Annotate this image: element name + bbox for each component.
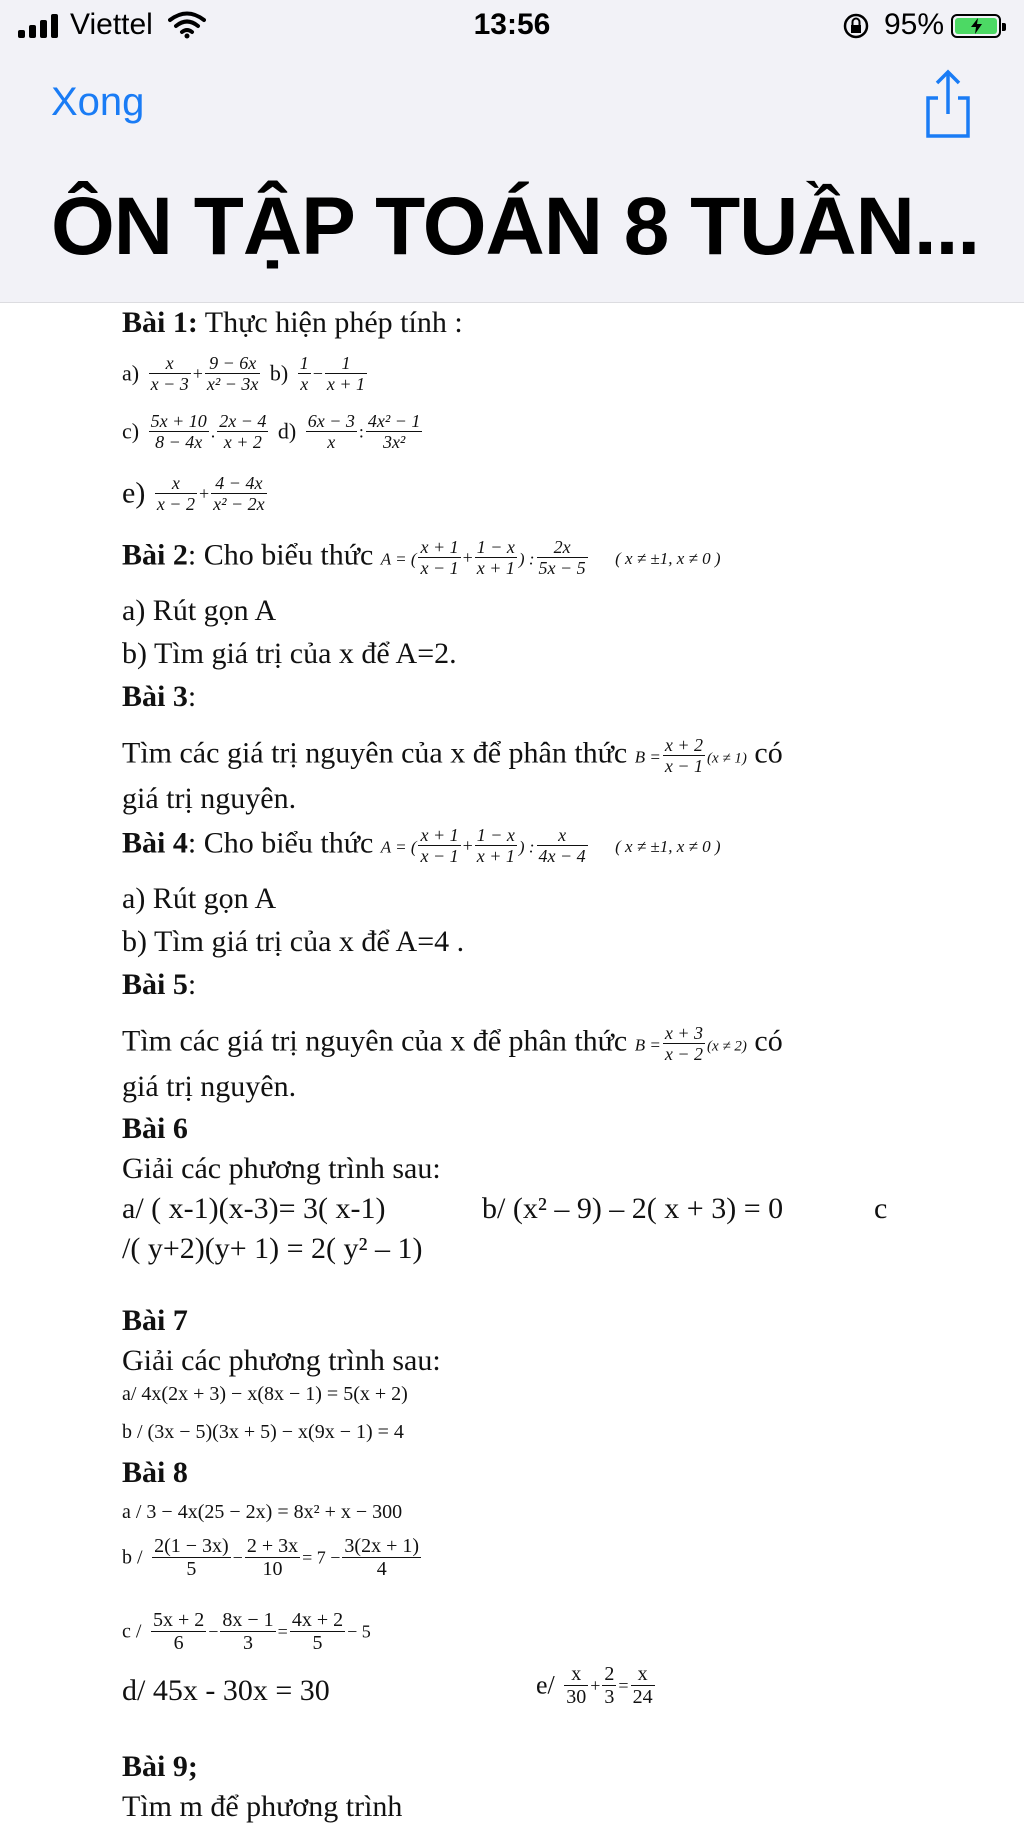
fraction: $\frac{5x + 10}{8 - 4x}$	[150, 411, 207, 452]
exercise-1-heading	[122, 308, 463, 338]
exercise-7b: b / (3x − 5)(3x + 5) − x(9x − 1) = 4	[122, 1421, 404, 1443]
exercise-text: có	[746, 1024, 783, 1058]
fraction: $\frac{x}{x - 3}$	[150, 353, 189, 394]
exercise-1e	[122, 474, 269, 513]
exercise-8d: d/ 45x - 30x = 30	[122, 1674, 330, 1707]
item-label: e/	[536, 1670, 555, 1700]
exercise-2-heading	[122, 538, 721, 577]
exercise-5-text	[122, 1024, 783, 1063]
fraction: $\frac{x + 1}{x - 1}$	[420, 537, 459, 578]
formula-part: ) :	[518, 837, 535, 857]
fraction: $\frac{9 - 6x}{\text{x² − 3x}}$	[206, 353, 259, 394]
exercise-8c	[122, 1610, 371, 1653]
fraction: $\frac{4 - 4x}{\text{x² − 2x}}$	[213, 473, 265, 514]
formula-part: A = (	[380, 837, 417, 857]
exercise-1c	[122, 412, 424, 451]
operator: +	[590, 1675, 601, 1696]
formula-part: A = (	[380, 549, 417, 569]
operator: −	[232, 1547, 243, 1568]
exercise-6c-label: c	[874, 1192, 888, 1225]
exercise-text: :	[187, 968, 197, 1001]
exercise-8e	[536, 1664, 657, 1707]
clock: 13:56	[473, 8, 551, 41]
fraction: $\frac{2x}{5x - 5}$	[538, 537, 586, 578]
condition: ( x ≠ ±1, x ≠ 0 )	[615, 549, 721, 569]
fraction: $\frac{1}{x}$	[299, 353, 309, 394]
operator: :	[358, 421, 364, 442]
exercise-text: Tìm các giá trị nguyên của x để phân thức	[122, 736, 635, 770]
exercise-text: : Cho biểu thức	[187, 538, 381, 572]
exercise-label: Bài 2	[122, 538, 188, 572]
exercise-3-heading	[122, 682, 196, 712]
operator: − 5	[347, 1621, 371, 1642]
item-label: d)	[277, 418, 297, 444]
exercise-9-text: Tìm m để phương trình	[122, 1790, 403, 1823]
fraction: $\frac{x}{4x - 4}$	[538, 825, 586, 866]
document-page	[0, 302, 1024, 1823]
exercise-8a: a / 3 − 4x(25 − 2x) = 8x² + x − 300	[122, 1501, 403, 1523]
operator: =	[277, 1621, 288, 1642]
fraction: $\frac{2 + 3x}{10}$	[246, 1535, 299, 1580]
exercise-2b: b) Tìm giá trị của x để A=2.	[122, 637, 457, 670]
status-bar	[0, 0, 1024, 52]
exercise-8-heading: Bài 8	[122, 1456, 188, 1489]
exercise-text: Thực hiện phép tính :	[197, 306, 463, 339]
exercise-3-text	[122, 736, 783, 775]
condition: (x ≠ 2)	[707, 1038, 747, 1055]
fraction: $\frac{\text{4x² − 1}}{\text{3x²}}$	[367, 411, 421, 452]
battery-icon	[951, 14, 1001, 38]
fraction: $\frac{4x + 2}{5}$	[291, 1609, 344, 1654]
fraction: $\frac{2(1 - 3x)}{5}$	[154, 1535, 229, 1580]
operator: −	[208, 1621, 219, 1642]
fraction: $\frac{2}{3}$	[604, 1663, 615, 1708]
condition: (x ≠ 1)	[707, 750, 747, 767]
exercise-6-heading: Bài 6	[122, 1112, 188, 1145]
exercise-6b: b/ (x² – 9) – 2( x + 3) = 0	[482, 1192, 784, 1225]
fraction: $\frac{2x - 4}{x + 2}$	[219, 411, 267, 452]
exercise-7a: a/ 4x(2x + 3) − x(8x − 1) = 5(x + 2)	[122, 1383, 408, 1405]
fraction: $\frac{3(2x + 1)}{4}$	[344, 1535, 420, 1580]
exercise-label: Bài 1:	[122, 306, 198, 339]
fraction: $\frac{x + 2}{x - 1}$	[664, 735, 703, 776]
exercise-label: Bài 3	[122, 680, 188, 713]
item-label: a)	[122, 360, 140, 386]
exercise-label: Bài 4	[122, 826, 188, 860]
exercise-4-heading	[122, 826, 721, 865]
operator: +	[462, 547, 473, 568]
operator: +	[462, 835, 473, 856]
exercise-8b	[122, 1536, 423, 1579]
operator: = 7 −	[302, 1547, 341, 1568]
share-icon[interactable]	[924, 68, 972, 138]
exercise-text: có	[746, 736, 783, 770]
fraction: $\frac{6x - 3}{x}$	[307, 411, 355, 452]
exercise-5-heading	[122, 970, 196, 1000]
condition: ( x ≠ ±1, x ≠ 0 )	[615, 837, 721, 857]
exercise-4b: b) Tìm giá trị của x để A=4 .	[122, 925, 465, 958]
fraction: $\frac{1 - x}{x + 1}$	[476, 537, 515, 578]
battery-percentage: 95%	[884, 8, 945, 41]
item-label: b /	[122, 1546, 143, 1569]
fraction: $\frac{x}{24}$	[632, 1663, 653, 1708]
exercise-7-text: Giải các phương trình sau:	[122, 1344, 441, 1377]
fraction: $\frac{8x - 1}{3}$	[222, 1609, 274, 1654]
exercise-text: Tìm các giá trị nguyên của x để phân thức	[122, 1024, 635, 1058]
page-title: ÔN TẬP TOÁN 8 TUẦN...	[51, 181, 980, 272]
fraction: $\frac{x}{x - 2}$	[156, 473, 195, 514]
formula-part: ) :	[518, 549, 535, 569]
operator: +	[198, 483, 210, 504]
exercise-3-text-2: giá trị nguyên.	[122, 782, 297, 815]
exercise-text: :	[187, 680, 197, 713]
operator: .	[210, 421, 216, 442]
exercise-label: Bài 5	[122, 968, 188, 1001]
item-label: b)	[269, 360, 289, 386]
exercise-9-heading: Bài 9;	[122, 1750, 198, 1783]
fraction: $\frac{x + 1}{x - 1}$	[420, 825, 459, 866]
fraction: $\frac{5x + 2}{6}$	[152, 1609, 205, 1654]
carrier-name: Viettel	[70, 8, 153, 41]
exercise-5-text-2: giá trị nguyên.	[122, 1070, 297, 1103]
exercise-text: : Cho biểu thức	[187, 826, 381, 860]
item-label: c /	[122, 1620, 142, 1643]
operator: =	[618, 1675, 629, 1696]
fraction: $\frac{x}{30}$	[566, 1663, 587, 1708]
exercise-2a: a) Rút gọn A	[122, 594, 277, 627]
done-button[interactable]: Xong	[51, 80, 145, 124]
item-label: c)	[122, 418, 140, 444]
fraction: $\frac{1 - x}{x + 1}$	[476, 825, 515, 866]
operator: −	[312, 363, 323, 384]
exercise-1a	[122, 354, 369, 393]
exercise-6c: /( y+2)(y+ 1) = 2( y² – 1)	[122, 1232, 423, 1265]
formula-part: B =	[634, 1035, 661, 1055]
item-label: e)	[122, 476, 146, 510]
orientation-lock-icon	[842, 12, 870, 40]
exercise-6-text: Giải các phương trình sau:	[122, 1152, 441, 1185]
formula-part: B =	[634, 747, 661, 767]
navigation-header	[0, 0, 1024, 303]
operator: +	[192, 363, 203, 384]
fraction: $\frac{x + 3}{x - 2}$	[664, 1023, 703, 1064]
charging-bolt-icon	[969, 18, 985, 34]
exercise-7-heading: Bài 7	[122, 1304, 188, 1337]
exercise-6a: a/ ( x-1)(x-3)= 3( x-1)	[122, 1192, 386, 1225]
fraction: $\frac{1}{x + 1}$	[326, 353, 366, 394]
exercise-4a: a) Rút gọn A	[122, 882, 277, 915]
